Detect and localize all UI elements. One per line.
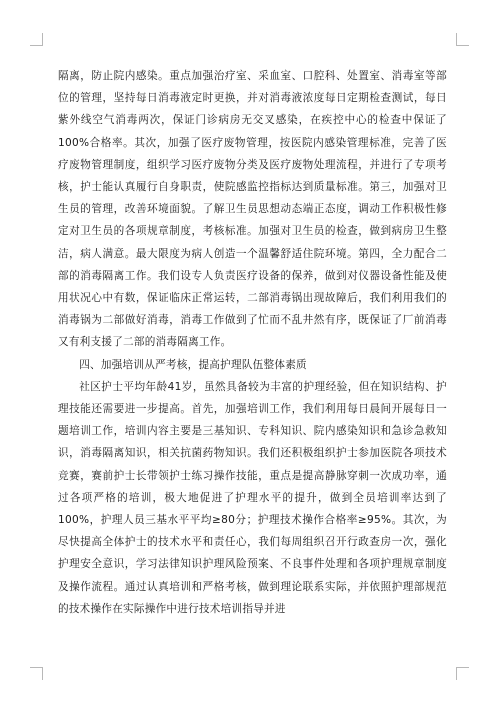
paragraph-training: 社区护士平均年龄41岁，虽然具备较为丰富的护理经验，但在知识结构、护理技能还需要进一步提高。首先，加强培训工作，我们利用每日晨间开展每日一题培训工作，培训内容主要是三基知识、专科知识、院内感染知识和急诊急救知识，消毒隔离知识，相关抗菌药物知识。我们还积极组织护士参加医院各项技术竞赛，赛前护士长带领护士练习操作技能，重点是提高静脉穿刺一次成功率，通过各项严格的培训，极大地促进了护理水平的提升，做到全员培训率达到了100%，护理人员三基水平平均≥80分；护理技术操作合格率≥95%。其次，为尽快提高全体护士的技术水平和责任心，我们每周组织召开行政查房一次，强化护理安全意识，学习法律知识护理风险预案、不良事件处理和各项护理规章制度及操作流程。通过认真培训和严格考核，做到理论联系实际，并依照护理部规范的技术操作在实际操作中进行技术培训指导并进	[58, 380, 447, 615]
crop-mark-bottom-right	[456, 667, 469, 680]
crop-mark-top-left	[30, 33, 43, 46]
document-body	[58, 65, 447, 620]
crop-mark-top-right	[456, 33, 469, 46]
paragraph-infection-control: 隔离，防止院内感染。重点加强治疗室、采血室、口腔科、处置室、消毒室等部位的管理，坚持每日消毒液定时更换，并对消毒液浓度每日定期检查测试，每日紫外线空气消毒两次，保证门诊病房无交叉感染，在疾控中心的检查中保证了100%合格率。其次，加强了医疗废物管理，按医院内感染管理标准，完善了医疗废物管理制度，组织学习医疗废物分类及医疗废物处理流程，并进行了专项考核，护士能认真履行自身职责，使院感监控指标达到质量标准。第三，加强对卫生员的管理，改善环境面貌。了解卫生员思想动态端正态度，调动工作积极性修定对卫生员的各项规章制度，考核标准。加强对卫生员的检查，做到病房卫生整洁，病人满意。最大限度为病人创造一个温馨舒适住院环境。第四，全力配合二部的消毒隔离工作。我们设专人负责医疗设备的保养，做到对仪器设备性能及使用状况心中有数，保证临床正常运转，二部消毒锅出现故障后，我们利用我们的消毒锅为二部做好消毒，消毒工作做到了忙而不乱井然有序，既保证了厂前消毒又有利支援了二部的消毒隔离工作。	[58, 70, 447, 349]
section-heading-training: 四、加强培训从严考核，提高护理队伍整体素质	[79, 358, 307, 371]
crop-mark-bottom-left	[30, 667, 43, 680]
